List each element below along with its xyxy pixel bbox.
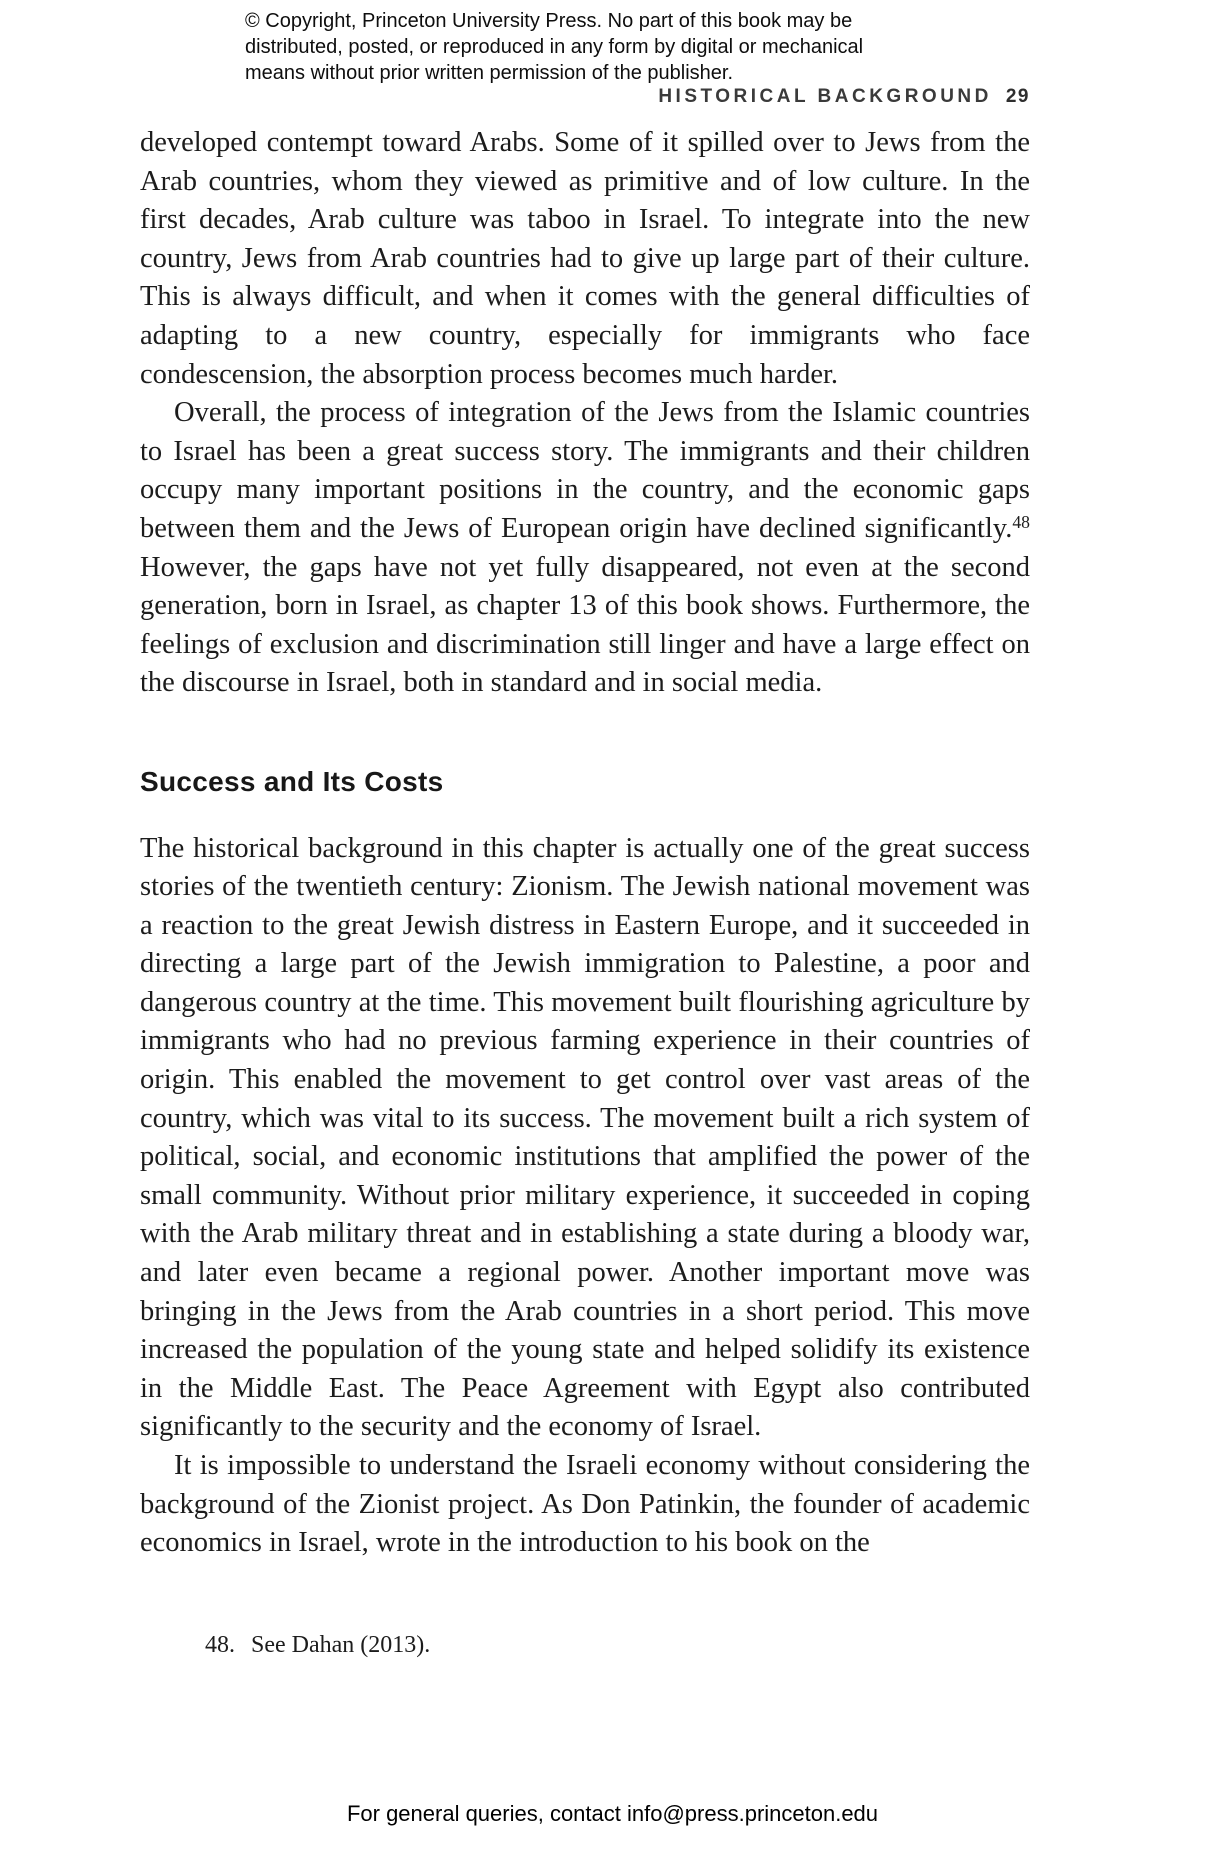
footnote bbox=[140, 1632, 1030, 1659]
paragraph-1: developed contempt toward Arabs. Some of it spilled over to Jews from the Arab countries, whom they viewed as primitive and of low culture. In the first decades, Arab culture was taboo in Israel. To integrate into the new country, Jews from Arab countries had to give up large part of their culture. This is always difficult, and when it comes with the general difficulties of adapting to a new country, especially for immigrants who face condescension, the absorption process becomes much harder. bbox=[140, 127, 1030, 390]
paragraph-2-continued: However, the gaps have not yet fully disappeared, not even at the second generation, born in Israel, as chapter 13 of this book shows. Furthermore, the feelings of exclusion and discrimination still linger and have a large effect on the discourse in Israel, both in standard and in social media. bbox=[140, 551, 1030, 699]
footnote-marker: 48 bbox=[1012, 512, 1030, 533]
page-body bbox=[140, 124, 1030, 1563]
paragraph-3: The historical background in this chapter is actually one of the great success stories of the twentieth century: Zionism. The Jewish national movement was a reaction to the great Jewish distress in Eastern Europe, and it succeeded in directing a large part of the Jewish immigration to Palestine, a poor and dangerous country at the time. This movement built flourishing agriculture by immigrants who had no previous farming experience in their countries of origin. This enabled the movement to get control over vast areas of the country, which was vital to its success. The movement built a rich system of political, social, and economic institutions that amplified the power of the small community. Without prior military experience, it succeeded in coping with the Arab military threat and in establishing a state during a bloody war, and later even became a regional power. Another important move was bringing in the Jews from the Arab countries in a short period. This move increased the population of the young state and helped solidify its existence in the Middle East. The Peace Agreement with Egypt also contributed significantly to the security and the economy of Israel. bbox=[140, 832, 1030, 1443]
running-header bbox=[140, 86, 1030, 108]
page-footer bbox=[0, 1801, 1225, 1827]
running-title: HISTORICAL BACKGROUND bbox=[658, 86, 992, 107]
paragraph-2-text: Overall, the process of integration of the Jews from the Islamic countries to Israel has been a great success story. The immigrants and their children occupy many important positions in the country, and the economic gaps between them and the Jews of European origin have declined significantly. bbox=[140, 397, 1030, 544]
footnote-text: See Dahan (2013). bbox=[251, 1632, 431, 1658]
paragraph-2 bbox=[140, 394, 1030, 703]
footer-text: For general queries, contact info@press.princeton.edu bbox=[346, 1801, 879, 1826]
copyright-line-3: means without prior written permission of the publisher. bbox=[245, 62, 734, 84]
copyright-line-2: distributed, posted, or reproduced in any form by digital or mechanical bbox=[245, 36, 864, 58]
paragraph-4: It is impossible to understand the Israeli economy without considering the background of the Zionist project. As Don Patinkin, the founder of academic economics in Israel, wrote in the introduction to his book on the bbox=[140, 1450, 1030, 1559]
copyright-notice bbox=[245, 8, 885, 86]
page-number: 29 bbox=[1005, 86, 1030, 107]
copyright-line-1: © Copyright, Princeton University Press. No part of this book may be bbox=[245, 10, 853, 32]
footnote-number: 48. bbox=[205, 1632, 235, 1658]
section-heading: Success and Its Costs bbox=[140, 765, 444, 797]
